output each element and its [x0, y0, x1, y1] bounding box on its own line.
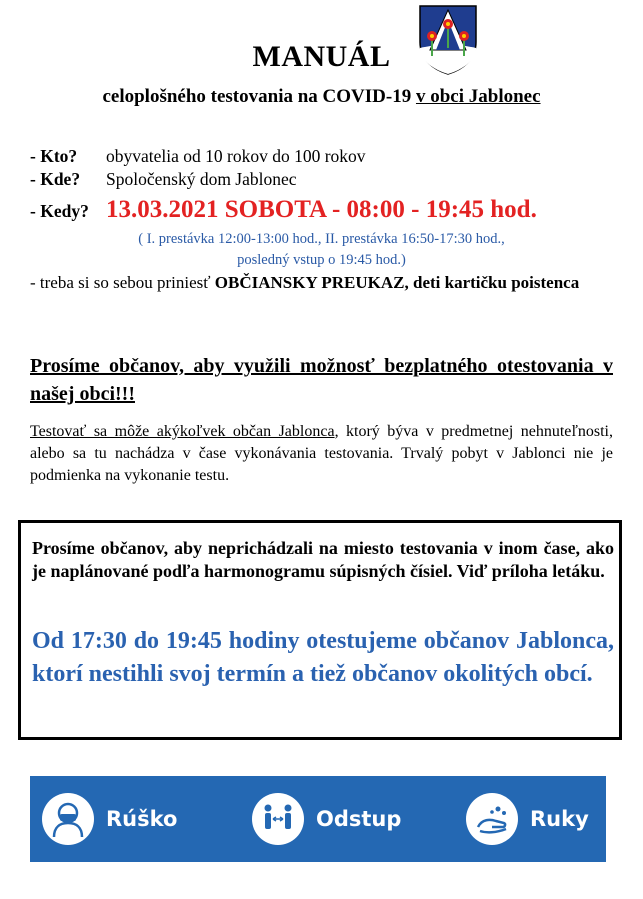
who-value: obyvatelia od 10 rokov do 100 rokov [106, 146, 366, 166]
where-label: - Kde? [30, 169, 81, 189]
banner-label-hands: Ruky [530, 807, 589, 831]
eligibility-underlined: Testovať sa môže akýkoľvek občan Jablonca [30, 423, 335, 440]
when-row [30, 196, 537, 224]
subtitle-location: v obci Jablonec [415, 86, 541, 107]
face-mask-icon [42, 793, 94, 845]
coat-of-arms-icon [416, 4, 480, 76]
when-label: - Kedy? [30, 201, 89, 221]
appeal-heading: Prosíme občanov, aby využili možnosť bezplatného otestovania v našej obci!!! [30, 355, 613, 405]
banner-label-mask: Rúško [106, 807, 178, 831]
when-value: 13.03.2021 SOBOTA - 08:00 - 19:45 hod. [106, 196, 537, 223]
breaks-line-2: posledný vstup o 19:45 hod.) [237, 252, 406, 268]
subtitle-text: celoplošného testovania na COVID-19 [102, 86, 416, 107]
banner-item-mask [42, 776, 177, 862]
page-title: MANUÁL [252, 40, 391, 73]
eligibility-info [30, 421, 613, 487]
bring-items: OBČIANSKY PREUKAZ, deti kartičku poistenca [214, 273, 580, 292]
who-row [30, 146, 366, 167]
subtitle [0, 86, 643, 108]
eligibility-rest: , ktorý býva v predmetnej nehnuteľnosti, alebo sa tu nachádza v čase vykonávania testovania. Trvalý pobyt v Jablonci nie je podmienka na vykonanie testu. [30, 423, 613, 484]
where-value: Spoločenský dom Jablonec [106, 169, 297, 189]
where-row [30, 169, 297, 190]
safety-banner [30, 776, 606, 862]
banner-label-distance: Odstup [316, 807, 402, 831]
hand-wash-icon [466, 793, 518, 845]
breaks-note [0, 229, 643, 271]
breaks-line-1: ( I. prestávka 12:00-13:00 hod., II. prestávka 16:50-17:30 hod., [138, 231, 505, 247]
bring-prefix: - treba si so sebou priniesť [30, 273, 215, 292]
distance-icon [252, 793, 304, 845]
banner-item-hands [466, 776, 589, 862]
notice-late-testing-text: Od 17:30 do 19:45 hodiny otestujeme občanov Jablonca, ktorí nestihli svoj termín a tiež občanov okolitých obcí. [32, 628, 614, 687]
banner-item-distance [252, 776, 401, 862]
bring-note [30, 271, 600, 294]
notice-schedule-text: Prosíme občanov, aby neprichádzali na miesto testovania v inom čase, ako je naplánované podľa harmonogramu súpisných čísiel. Viď príloha letáku. [32, 538, 614, 581]
who-label: - Kto? [30, 146, 78, 166]
